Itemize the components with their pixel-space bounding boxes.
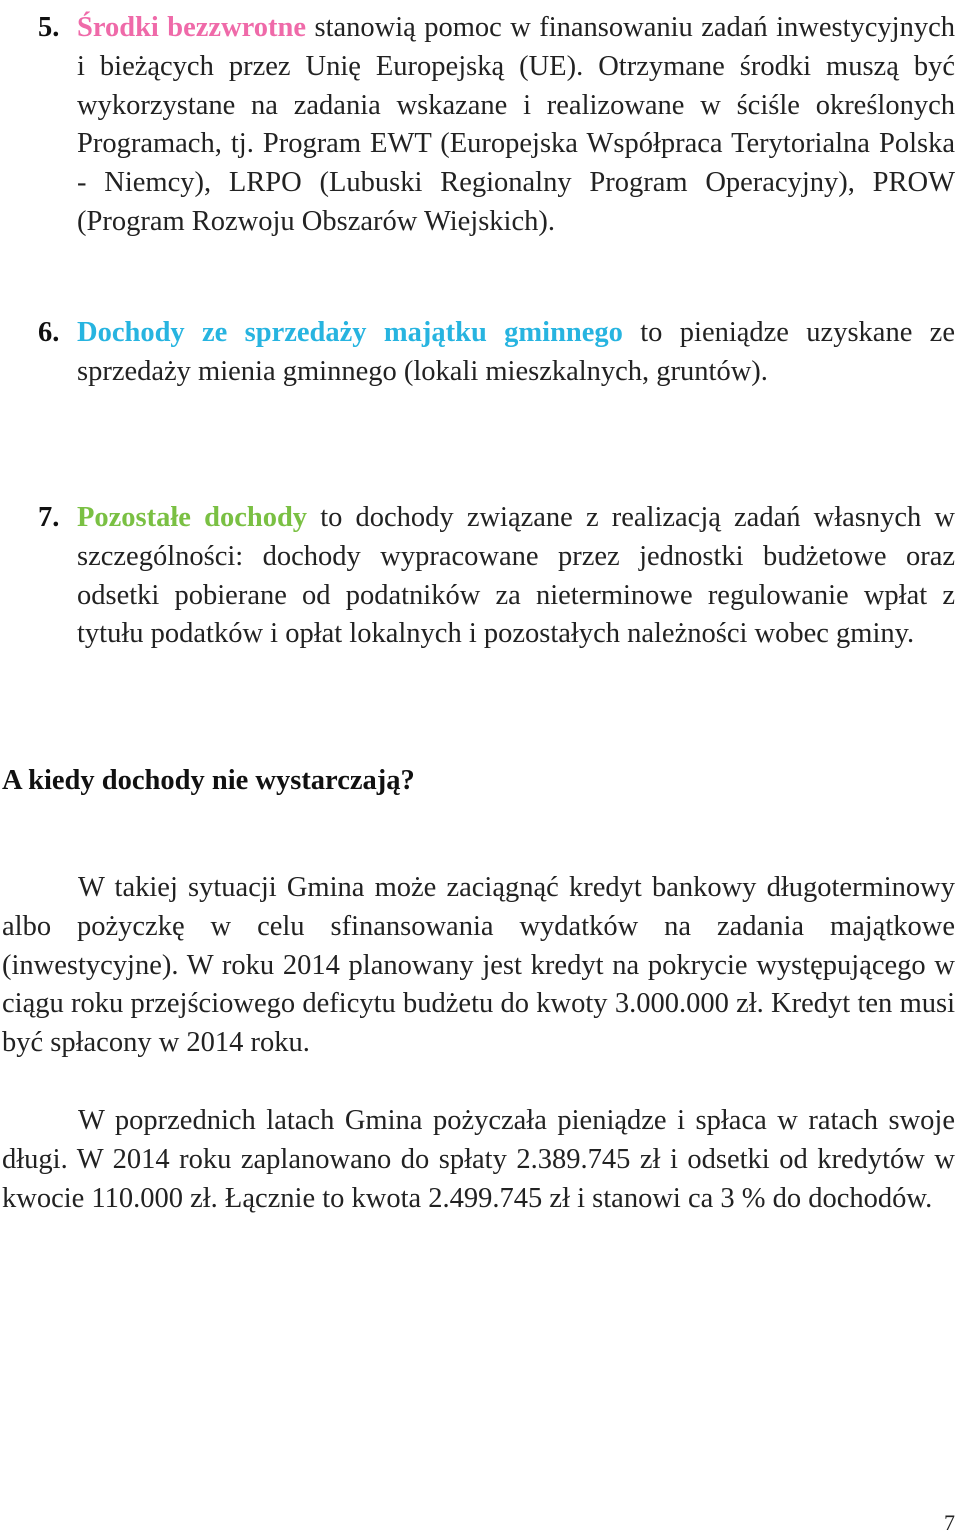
body-paragraph: W takiej sytuacji Gmina może zaciągnąć kredyt bankowy długoterminowy albo pożyczkę w celu sfinansowania wydatków na zadania majątkowe (inwestycyjne). W roku 2014 planowany jest kredyt na pokrycie występującego w ciągu roku przejściowego deficytu budżetu do kwoty 3.000.000 zł. Kredyt ten musi być spłacony w 2014 roku.: [2, 872, 955, 1059]
list-item-5: [0, 9, 955, 242]
keyword-pozostale-dochody: Pozostałe dochody: [77, 502, 308, 533]
item-description: to pieniądze uzyskane ze sprzedaży mienia gminnego (lokali mieszkalnych, gruntów).: [77, 317, 955, 387]
page-number: 7: [944, 1510, 955, 1535]
list-item-7: [0, 499, 955, 654]
list-item-number: 6.: [38, 317, 60, 348]
list-item-6: [0, 314, 955, 392]
list-item-number: 7.: [38, 502, 60, 533]
list-item-text: [77, 314, 955, 392]
keyword-dochody-ze-sprzedazy: Dochody ze sprzedaży majątku gminnego: [77, 317, 623, 348]
item-description: stanowią pomoc w finansowaniu zadań inwestycyjnych i bieżących przez Unię Europejską (UE). Otrzymane środki muszą być wykorzystane na zadania wskazane i realizowane w ściśle określonych Programach, tj. Program EWT (Europejska Współpraca Terytorialna Polska - Niemcy), LRPO (Lubuski Regionalny Program Operacyjny), PROW (Program Rozwoju Obszarów Wiejskich).: [77, 12, 955, 237]
keyword-srodki-bezzwrotne: Środki bezzwrotne: [77, 12, 307, 43]
section-heading: A kiedy dochody nie wystarczają?: [2, 765, 415, 796]
list-item-text: [77, 499, 955, 654]
list-item-number: 5.: [38, 12, 60, 43]
item-description: to dochody związane z realizacją zadań własnych w szczególności: dochody wypracowane przez jednostki budżetowe oraz odsetki pobierane od podatników za nieterminowe regulowanie wpłat z tytułu podatków i opłat lokalnych i pozostałych należności wobec gminy.: [77, 502, 955, 650]
list-item-text: [77, 9, 955, 242]
body-paragraph: W poprzednich latach Gmina pożyczała pieniądze i spłaca w ratach swoje długi. W 2014 roku zaplanowano do spłaty 2.389.745 zł i odsetki od kredytów w kwocie 110.000 zł. Łącznie to kwota 2.499.745 zł i stanowi ca 3 % do dochodów.: [2, 1105, 955, 1214]
